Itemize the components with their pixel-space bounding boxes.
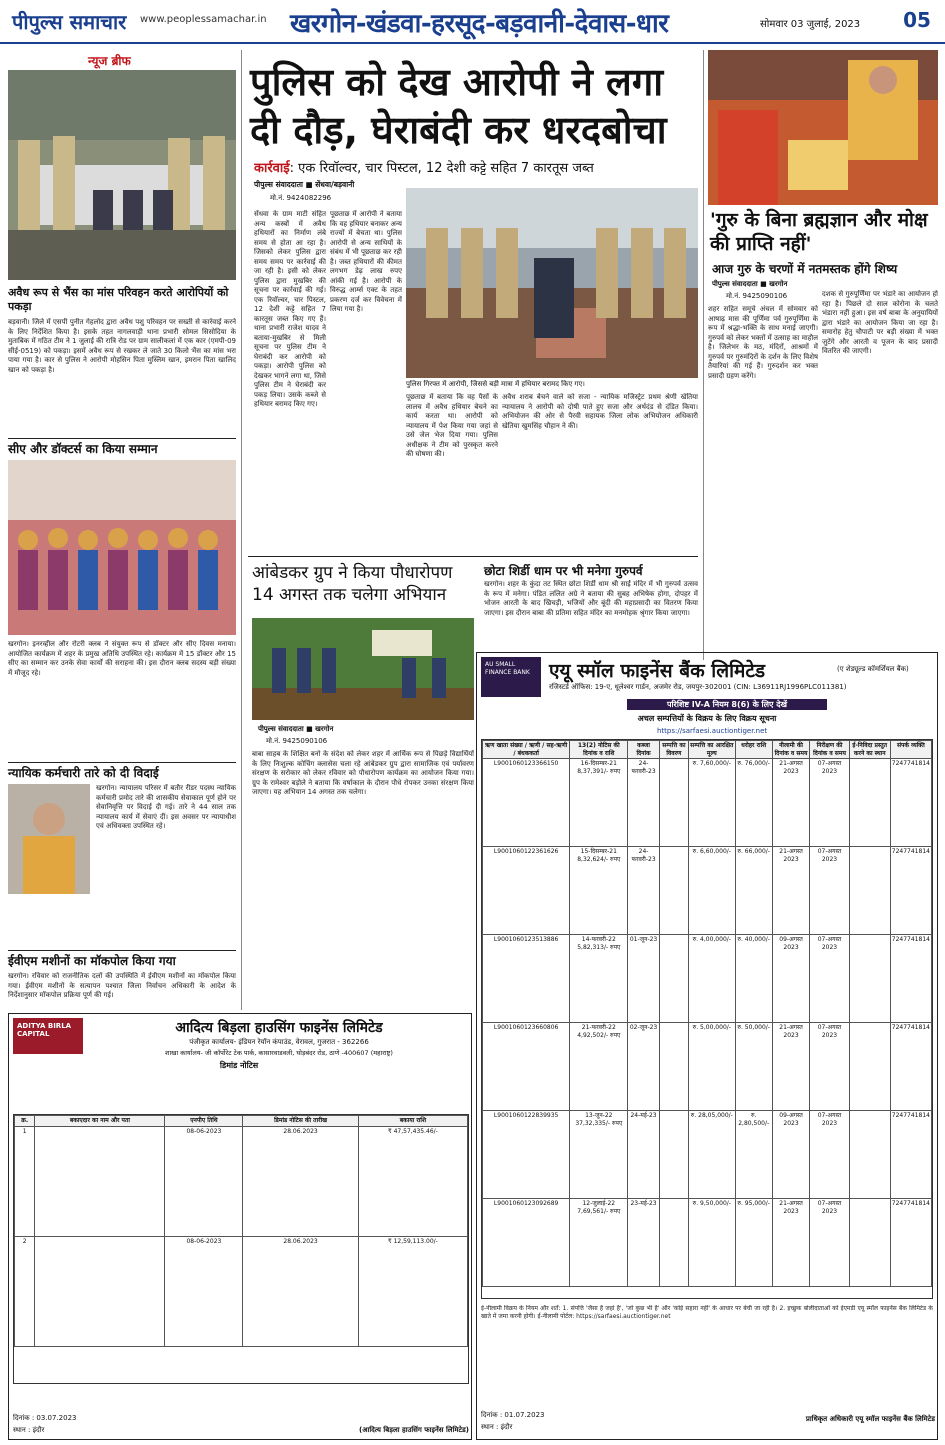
- au-cell-emd: रु. 66,000/-: [735, 847, 772, 935]
- au-cell-poss: 24-फरवरी-23: [628, 847, 660, 935]
- news-brief-tag: न्यूज ब्रीफ: [88, 54, 131, 68]
- au-cell-reserve: रु. 5,00,000/-: [688, 1023, 735, 1111]
- au-cell-contact: 7247741814: [890, 1199, 931, 1287]
- au-col-auction: नीलामी की दिनांक व समय: [772, 741, 810, 759]
- au-cell-notice: 21-फरवरी-22 4,92,502/- रुपए: [570, 1023, 628, 1111]
- page-number: 05: [903, 8, 931, 32]
- au-cell-loan: L9001060123366150: [483, 759, 570, 847]
- aditya-footer-place: स्थान : इंदौर: [13, 1426, 45, 1434]
- aditya-table-row: [15, 1236, 468, 1346]
- au-col-place: ई-निविदा प्रस्तुत करने का स्थान: [849, 741, 890, 759]
- guru-headline: 'गुरु के बिना ब्रह्मज्ञान और मोक्ष की प्राप्ति नहीं': [710, 209, 928, 255]
- aditya-cell-npa: 08-06-2023: [165, 1126, 243, 1236]
- au-cell-auction: 09-अगस्त 2023: [772, 1111, 810, 1199]
- aditya-notice-title: डिमांड नोटिस: [219, 1061, 259, 1070]
- aditya-cell-notice: 28.06.2023: [243, 1126, 358, 1236]
- guru-byline: पीपुल्स संवाददाता ■ खरगोन: [712, 280, 788, 288]
- aditya-demand-table: [13, 1114, 469, 1384]
- lead-body-col4: अवैध शराब बेचने वाले को सजा - न्यायिक मजिस्ट्रेट प्रथम श्रेणी खेतिया न्यायालय ने आरोपी को दोषी पाते हुए सजा और अर्थदंड से दंडित किया। अभियोजन की ओर से पैरवी सहायक जिला लोक अभियोजन अधिकारी खेतिया खुमसिंह चौहान ने की।: [502, 393, 698, 430]
- au-cell-notice: 12-जुलाई-22 7,69,561/- रुपए: [570, 1199, 628, 1287]
- au-cell-detail: [849, 1199, 890, 1287]
- au-table-row: [483, 1199, 932, 1287]
- au-col-property: सम्पत्ति का विवरण: [659, 741, 688, 759]
- au-cell-detail: [659, 1111, 688, 1199]
- column-divider: [703, 50, 704, 660]
- au-cell-detail: [659, 935, 688, 1023]
- au-cell-loan: L9001060123092689: [483, 1199, 570, 1287]
- au-col-loan: ऋण खाता संख्या / ऋणी / सह-ऋणी / बंधककर्ता: [483, 741, 570, 759]
- au-col-emd: धरोहर राशि: [735, 741, 772, 759]
- au-table-row: [483, 1111, 932, 1199]
- website-link[interactable]: www.peoplessamachar.in: [140, 14, 267, 25]
- au-table-row: [483, 759, 932, 847]
- brief1-headline: अवैध रूप से भैंस का मांस परिवहन करते आरोपियों को पकड़ा: [8, 286, 229, 313]
- aditya-footer-date: दिनांक : 03.07.2023: [13, 1414, 77, 1422]
- au-terms: ई-नीलामी विक्रय के नियम और शर्तें: 1. संपत्ति 'जैसा है जहां है', 'जो कुछ भी है' और 'कोई सहारा नहीं' के आधार पर बेची जा रही है। 2. इच्छुक बोलीदाताओं को ईएमडी एयू स्मॉल फाइनेंस बैंक लिमिटेड के खाते में जमा करनी होगी। ई-नीलामी पोर्टल: https://sarfaesi.auctiontiger.net: [481, 1305, 933, 1320]
- guru-puja-photo: [708, 50, 938, 205]
- au-cell-inspect: 07-अगस्त 2023: [810, 1199, 849, 1287]
- masthead: [0, 0, 945, 44]
- au-cell-notice: 14-फरवरी-22 5,82,313/- रुपए: [570, 935, 628, 1023]
- lead-body-col3: पूछताछ में बताया कि वह पैसों के लालच में अवैध हथियार बेचने का कार्य करता था। आरोपी को न्यायालय में पेश किया गया जहां से उसे जेल भेज दिया गया। पुलिस अधीक्षक ने टीम को पुरस्कृत करने की घोषणा की।: [406, 393, 498, 458]
- au-col-notice: 13(2) नोटिस की दिनांक व राशि: [570, 741, 628, 759]
- au-cell-loan: L9001060123513886: [483, 935, 570, 1023]
- brief3-body: खरगोन। न्यायालय परिसर में बतौर रीडर पदस्थ न्यायिक कर्मचारी प्रमोद तारे की शासकीय सेवाकाल पूर्ण होने पर सेवानिवृत्ति पर विदाई दी गई। तारे ने 44 साल तक न्यायालय कार्य में सेवाएं दीं। इस अवसर पर न्यायाधीश एवं अधिवक्ता उपस्थित रहे।: [96, 784, 236, 830]
- au-col-inspect: निरीक्षण की दिनांक व समय: [810, 741, 849, 759]
- guru-body-col1: शहर सहित समूचे अंचल में सोमवार को आषाढ़ मास की पूर्णिमा पर्व गुरुपूर्णिमा के रूप में श्रद्धा-भक्ति के साथ मनाई जाएगी। गुरुपर्व को लेकर भक्तों में उत्साह का माहौल है। जिलेभर के मठ, मंदिरों, आश्रमों में गुरुपर्व पर गुरुमंदिरों के दर्शन के लिए विशेष तैयारियां की गई हैं। गुरुदर्शन कर भक्त प्रसादी ग्रहण करेंगे।: [708, 305, 818, 380]
- aditya-cell-detail: [35, 1126, 165, 1236]
- au-cell-poss: 24-फरवरी-23: [628, 759, 660, 847]
- au-footer-sign: प्राधिकृत अधिकारी एयू स्मॉल फाइनेंस बैंक लिमिटेड: [805, 1415, 935, 1423]
- ca-doctors-photo: [8, 460, 236, 635]
- lead-body-col1: सेंधवा के ग्राम माटी संहित अन्य कस्बों में अवैध हथियारों का निर्माण लंबे समय से होता आ रहा है। जिसको लेकर पुलिस द्वारा समय समय पर कार्रवाई की जा रही है। इसी को लेकर पुलिस द्वारा मुखबिर की सूचना पर कार्रवाई की गई। एक रिवॉल्वर, चार पिस्टल, 12 देशी कट्टे सहित 7 कारतूस जब्त किए गए हैं। थाना प्रभारी राजेश यादव ने बताया-मुखबिर से मिली सूचना पर पुलिस टीम ने घेराबंदी कर आरोपी को पकड़ा। आरोपी पुलिस को देखकर भागने लगा था, जिसे पुलिस टीम ने घेराबंदी कर पकड़ लिया। उसके कब्जे से हथियार बरामद किए गए।: [254, 210, 326, 408]
- au-cell-auction: 21-अगस्त 2023: [772, 1023, 810, 1111]
- aditya-address: पंजीकृत कार्यालय- इंडियन रेयॉन कंपाउंड, वेरावल, गुजरात - 362266: [189, 1038, 369, 1046]
- au-cell-notice: 13-जून-22 37,32,335/- रुपए: [570, 1111, 628, 1199]
- au-cell-inspect: 07-अगस्त 2023: [810, 759, 849, 847]
- column-divider: [241, 50, 242, 1010]
- divider: [8, 762, 236, 763]
- divider: [8, 950, 236, 951]
- au-cell-poss: 02-जून-23: [628, 1023, 660, 1111]
- au-footer-date: दिनांक : 01.07.2023: [481, 1411, 545, 1419]
- au-cell-notice: 15-दिसम्बर-21 8,32,624/- रुपए: [570, 847, 628, 935]
- au-cell-emd: रु. 76,000/-: [735, 759, 772, 847]
- aditya-cell-amount: ₹ 12,59,113.00/-: [358, 1236, 467, 1346]
- guru-subhead: आज गुरु के चरणों में नतमस्तक होंगे शिष्य: [712, 262, 898, 276]
- au-cell-detail: [659, 1199, 688, 1287]
- au-cell-auction: 21-अगस्त 2023: [772, 1199, 810, 1287]
- au-sale-title: अचल सम्पत्तियों के विक्रय के लिए विक्रय सूचना: [637, 714, 777, 723]
- aditya-cell-amount: ₹ 47,57,435.46/-: [358, 1126, 467, 1236]
- au-col-possession: कब्जा दिनांक: [628, 741, 660, 759]
- au-col-reserve: सम्पत्ति का आरक्षित मूल्य: [690, 742, 734, 757]
- aditya-table-header: [15, 1116, 468, 1127]
- au-cell-poss: 24-मई-23: [628, 1111, 660, 1199]
- au-cell-loan: L9001060122839935: [483, 1111, 570, 1199]
- retirement-photo: [8, 784, 90, 894]
- aditya-logo: ADITYA BIRLA CAPITAL: [13, 1018, 83, 1054]
- brief4-headline: ईवीएम मशीनों का मॉकपोल किया गया: [8, 954, 176, 968]
- au-cell-detail: [849, 1023, 890, 1111]
- au-cell-detail: [849, 935, 890, 1023]
- lead-deck: : एक रिवॉल्वर, चार पिस्टल, 12 देशी कट्टे सहित 7 कारतूस जब्त: [289, 161, 594, 176]
- shirdi-body: खरगोन। शहर के कुंदा तट स्थित छोटा शिर्डी धाम श्री साईं मंदिर में भी गुरुपर्व उत्सव के रूप में मनेगा। पंडित ललित अग्रे ने बताया की सुबह अभिषेक होगा, दोपहर में भोजन आरती के बाद खिचड़ी, भजियों और बूंदी की महाप्रसादी का वितरण किया जाएगा। इस दौरान बाबा की प्रतिमा सहित मंदिर का मनमोहक श्रृंगार किया जाएगा।: [484, 580, 698, 617]
- aditya-col-amount: बकाया राशि: [358, 1116, 467, 1127]
- au-auction-table: [481, 739, 933, 1299]
- lead-kicker: कार्रवाई: [254, 161, 290, 176]
- au-cell-contact: 7247741814: [890, 1111, 931, 1199]
- aditya-cell-detail: [35, 1236, 165, 1346]
- au-cell-detail: [849, 1111, 890, 1199]
- au-cell-inspect: 07-अगस्त 2023: [810, 935, 849, 1023]
- ambedkar-body: बाबा साहब के शिक्षित बनो के संदेश को लेकर शहर में आर्थिक रूप से पिछड़े विद्यार्थियों के लिए निःशुल्क कोचिंग क्लासेस चला रहे आंबेडकर ग्रुप द्वारा सामाजिक एवं पर्यावरण संरक्षण के सरोकार को लेकर रविवार को पौधारोपण कार्यक्रम का आयोजन किया गया। ग्रुप के रामेश्वर बड़ोले ने बताया कि वर्षाकाल के दौरान पौधे रोपकर उनका संरक्षण किया जाएगा। यह अभियान 14 अगस्त तक चलेगा।: [252, 750, 474, 796]
- au-cell-emd: रु. 50,000/-: [735, 1023, 772, 1111]
- au-cell-reserve: रु. 9,50,000/-: [688, 1199, 735, 1287]
- au-cell-reserve: रु. 28,05,000/-: [688, 1111, 735, 1199]
- au-cell-detail: [659, 847, 688, 935]
- au-table-header: [483, 741, 932, 759]
- aditya-col-npa: एनपीए तिथि: [165, 1116, 243, 1127]
- au-bank-ad: [476, 652, 938, 1440]
- au-cell-reserve: रु. 4,00,000/-: [688, 935, 735, 1023]
- au-cell-inspect: 07-अगस्त 2023: [810, 847, 849, 935]
- au-cell-emd: रु. 40,000/-: [735, 935, 772, 1023]
- brief2-headline: सीए और डॉक्टर्स का किया सम्मान: [8, 442, 158, 456]
- brief4-body: खरगोन। रविवार को राजनीतिक दलों की उपस्थिति में ईवीएम मशीनों का मॉकपोल किया गया। ईवीएम मशीनों के सत्यापन पश्चात जिला निर्वाचन अधिकारी के आदेश के निर्देशानुसार मॉकपोल प्रक्रिया पूर्ण की गई।: [8, 972, 236, 999]
- lead-body-col2: पूछताछ में आरोपी ने बताया कि वह हथियार बनाकर अन्य राज्यों में बेचता था। पुलिस आरोपी से अन्य साथियों के संबंध में भी पूछताछ कर रही है। जब्त हथियारों की कीमत लगभग डेढ़ लाख रुपए आंकी गई है। आरोपी के विरुद्ध आर्म्स एक्ट के तहत प्रकरण दर्ज कर विवेचना में लिया गया है।: [330, 210, 402, 313]
- aditya-col-no: क्र.: [15, 1116, 35, 1127]
- aditya-table-row: [15, 1126, 468, 1236]
- brief1-body: बड़वानी। जिले में एसपी पुनीत गेहलोद द्वारा अवैध पशु परिवहन पर सख्ती से कार्रवाई करने के लिए निर्देशित किया है। इसके तहत नागलवाड़ी थाना प्रभारी सोमल सिसोदिया के मुताबिक में गठित टीम ने 1 जुलाई की रात्रि रोड पर ग्राम सालीकलां में एक कार (एमपी-09 सीई-0519) को पकड़ा। इसमें अवैध रूप से रखकर ले जाते 30 किलो भैंस का मांस भरा पाया गया है। कार से पुलिस ने आरोपी मोहसिन पिता मुस्लिम खान, इमरान पिता खालिद खान को पकड़ा है।: [8, 318, 236, 374]
- aditya-cell-npa: 08-06-2023: [165, 1236, 243, 1346]
- au-cell-poss: 01-जून-23: [628, 935, 660, 1023]
- au-cell-inspect: 07-अगस्त 2023: [810, 1023, 849, 1111]
- issue-date: सोमवार 03 जुलाई, 2023: [760, 19, 861, 30]
- aditya-footer-sign: (आदित्य बिड़ला हाउसिंग फाइनेंस लिमिटेड): [359, 1426, 469, 1434]
- au-table-row: [483, 935, 932, 1023]
- au-cell-auction: 09-अगस्त 2023: [772, 935, 810, 1023]
- lead-mobile: मो.नं. 9424082296: [270, 194, 332, 202]
- au-cell-auction: 21-अगस्त 2023: [772, 847, 810, 935]
- guru-mobile: मो.नं. 9425090106: [726, 292, 788, 300]
- au-reg-office: रजिस्टर्ड ऑफिस: 19-ए, धूलेश्वर गार्डन, अजमेर रोड, जयपुर-302001 (CIN: L36911RJ1996PLC011381): [549, 683, 847, 691]
- au-table-row: [483, 847, 932, 935]
- arrest-photo-caption: पुलिस गिरफ्त में आरोपी, जिससे बड़ी मात्रा में हथियार बरामद किए गए।: [406, 380, 698, 390]
- news-brief-column: [8, 50, 236, 1010]
- plantation-photo: [252, 618, 474, 720]
- ambedkar-headline: आंबेडकर ग्रुप ने किया पौधारोपण 14 अगस्त तक चलेगा अभियान: [252, 563, 453, 605]
- au-col-contact: संपर्क व्यक्ति: [890, 741, 931, 759]
- brief2-body: खरगोन। इनरव्हील और रोटरी क्लब ने संयुक्त रूप से डॉक्टर और सीए दिवस मनाया। आयोजित कार्यक्रम में शहर के प्रमुख अतिथि उपस्थित रहे। कार्यक्रम में 15 डॉक्टर और 15 सीए का सम्मान कर उनके सेवा कार्यों की सराहना की। इस दौरान क्लब सदस्य बड़ी संख्या में मौजूद रहे।: [8, 640, 236, 677]
- guru-body-col2: दशक से गुरुपूर्णिमा पर भंडारे का आयोजन हो रहा है। पिछले दो साल कोरोना के चलते भंडारा नहीं हुआ। इस वर्ष बाबा के अनुयायियों द्वारा भंडारे का आयोजन किया जा रहा है। समारोह हेतु चौपाटी पर बड़ी संख्या में भक्त जुटेंगे और आरती व पूजन के बाद प्रसादी वितरित की जाएगी।: [822, 290, 938, 355]
- au-tagline: (ए शेड्यूल्ड कॉमर्शियल बैंक): [837, 665, 909, 673]
- shirdi-headline: छोटा शिर्डी धाम पर भी मनेगा गुरुपर्व: [484, 564, 643, 578]
- au-cell-emd: रु. 2,80,500/-: [735, 1111, 772, 1199]
- au-cell-contact: 7247741814: [890, 935, 931, 1023]
- au-cell-contact: 7247741814: [890, 1023, 931, 1111]
- au-cell-poss: 23-मई-23: [628, 1199, 660, 1287]
- aditya-cell-no: 2: [15, 1236, 35, 1346]
- ambedkar-mobile: मो.नं. 9425090106: [266, 737, 328, 745]
- au-cell-inspect: 07-अगस्त 2023: [810, 1111, 849, 1199]
- au-logo: AU SMALL FINANCE BANK: [481, 657, 541, 697]
- lead-byline: पीपुल्स संवाददाता ■ सेंधवा/बड़वानी: [254, 180, 355, 189]
- au-table-row: [483, 1023, 932, 1111]
- au-cell-reserve: रु. 7,60,000/-: [688, 759, 735, 847]
- lead-headline: पुलिस को देख आरोपी ने लगा दी दौड़, घेराबंदी कर धरदबोचा: [250, 60, 667, 152]
- au-footer-place: स्थान : इंदौर: [481, 1423, 513, 1431]
- au-cell-detail: [659, 759, 688, 847]
- au-cell-contact: 7247741814: [890, 847, 931, 935]
- aditya-cell-no: 1: [15, 1126, 35, 1236]
- police-team-photo: [8, 70, 236, 280]
- aditya-col-notice: डिमांड नोटिस की तारीख: [243, 1116, 358, 1127]
- au-cell-loan: L9001060122361626: [483, 847, 570, 935]
- au-company-name: एयू स्मॉल फाइनेंस बैंक लिमिटेड: [549, 660, 766, 682]
- au-cell-detail: [849, 847, 890, 935]
- aditya-col-name: बकाएदार का नाम और पता: [35, 1116, 165, 1127]
- au-cell-contact: 7247741814: [890, 759, 931, 847]
- aditya-company: आदित्य बिड़ला हाउसिंग फाइनेंस लिमिटेड: [175, 1020, 383, 1036]
- edition-title: खरगोन-खंडवा-हरसूद-बड़वानी-देवास-धार: [290, 9, 669, 39]
- divider: [248, 556, 698, 557]
- au-cell-notice: 16-दिसम्बर-21 8,37,391/- रुपए: [570, 759, 628, 847]
- brief3-headline: न्यायिक कर्मचारी तारे को दी विदाई: [8, 766, 159, 780]
- au-cell-detail: [659, 1023, 688, 1111]
- aditya-birla-ad: [8, 1013, 472, 1440]
- divider: [8, 438, 236, 439]
- paper-logo[interactable]: पीपुल्स समाचार: [12, 10, 127, 34]
- au-website[interactable]: https://sarfaesi.auctiontiger.net: [657, 727, 768, 735]
- lead-deck-row: [254, 158, 698, 176]
- au-appendix: परिशिष्ट IV-A नियम 8(6) के लिए देखें: [627, 699, 827, 710]
- aditya-branch: शाखा कार्यालय- जी कॉर्पोरेट टेक पार्क, कासारवाडवली, घोड़बंदर रोड, ठाणे -400607 (महाराष्ट्र): [165, 1049, 393, 1057]
- au-cell-reserve: रु. 6,60,000/-: [688, 847, 735, 935]
- au-cell-loan: L9001060123660806: [483, 1023, 570, 1111]
- arrest-photo: [406, 188, 698, 378]
- au-cell-detail: [849, 759, 890, 847]
- aditya-cell-notice: 28.06.2023: [243, 1236, 358, 1346]
- ambedkar-byline: पीपुल्स संवाददाता ■ खरगोन: [258, 725, 334, 733]
- au-cell-auction: 21-अगस्त 2023: [772, 759, 810, 847]
- au-cell-emd: रु. 95,000/-: [735, 1199, 772, 1287]
